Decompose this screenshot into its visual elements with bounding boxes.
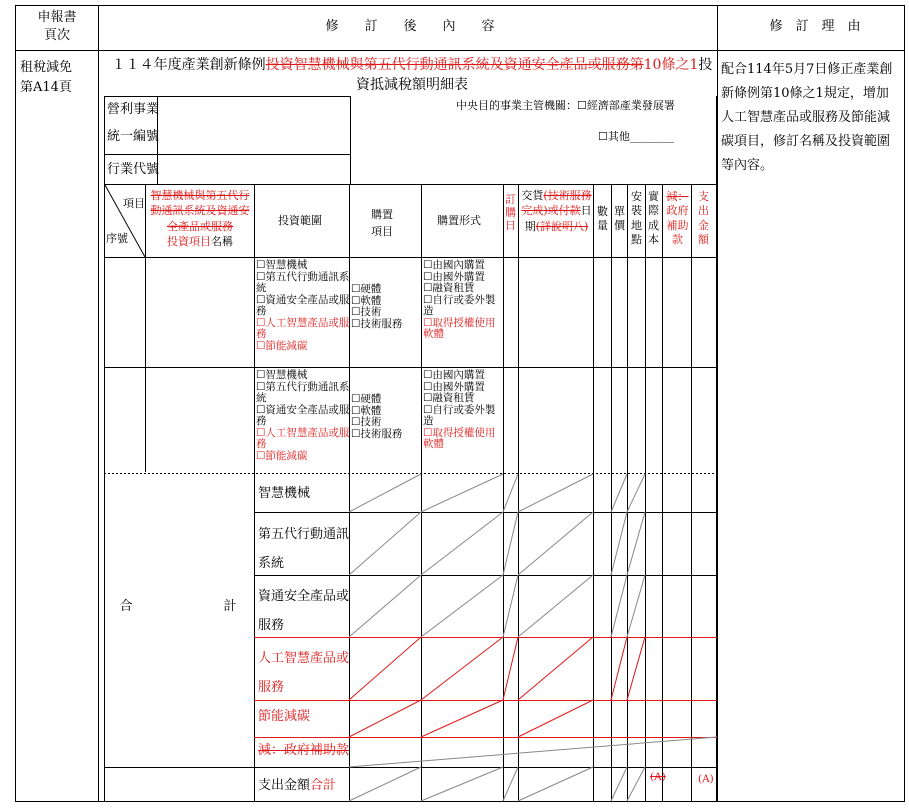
purchase-tech-service[interactable]: ☐技術服務 <box>351 317 403 330</box>
col-qty-label: 數量 <box>597 205 608 232</box>
form-licensed-software[interactable]: ☐取得授權使用軟體 <box>423 316 496 341</box>
form-lease[interactable]: ☐融資租賃 <box>423 392 475 405</box>
form-title <box>106 55 718 96</box>
col-purchase-form-label: 購置形式 <box>437 214 481 227</box>
purchase-software[interactable]: ☐軟體 <box>351 294 382 307</box>
total-row-smart-machinery: 智慧機械 <box>258 486 311 501</box>
scope-smart-machinery[interactable]: ☐智慧機械 <box>256 259 308 271</box>
scope-options-row2 <box>256 370 350 462</box>
purchase-form-options-row2 <box>423 370 503 451</box>
industry-code-label: 行業代號 <box>107 162 160 177</box>
scope-5g[interactable]: ☐第五代行動通訊系統 <box>256 380 350 405</box>
scope-5g[interactable]: ☐第五代行動通訊系統 <box>256 270 350 295</box>
col-subsidy-header <box>664 190 691 247</box>
col-scope-label: 投資範圍 <box>278 214 322 227</box>
authority-option-moea[interactable]: ☐經濟部產業發展署 <box>577 99 675 112</box>
form-self-made[interactable]: ☐自行或委外製造 <box>423 293 496 318</box>
col-delivery-header <box>520 188 593 234</box>
scope-ai[interactable]: ☐人工智慧產品或服務 <box>256 426 350 451</box>
col-serial-label: 序號 <box>106 232 128 245</box>
col-delivery-old1: (技術服務完成) <box>521 189 592 218</box>
purchase-form-options-row1 <box>423 260 503 341</box>
title-old-scope: 投資智慧機械與第五代行動通訊系統及資通安全產品或服務第 <box>265 57 644 73</box>
purchase-hardware[interactable]: ☐硬體 <box>351 393 382 405</box>
total-row-5g: 第五代行動通訊系統 <box>258 527 350 571</box>
col-subsidy-old: 減： <box>666 190 689 203</box>
form-domestic[interactable]: ☐由國內購置 <box>423 369 485 381</box>
expense-row-label <box>258 779 336 794</box>
total-row-energy: 節能減碳 <box>258 709 311 724</box>
uniform-no-label: 統一編號 <box>107 129 160 144</box>
form-licensed-software[interactable]: ☐取得授權使用軟體 <box>423 426 496 451</box>
mark-a-old: (A) <box>650 771 666 783</box>
purchase-item-options-row1 <box>351 284 421 330</box>
title-article-no: 10 <box>643 57 662 73</box>
page-reference: 租稅減免 第A14頁 <box>20 60 73 95</box>
col-item-label: 項目 <box>123 197 145 210</box>
purchase-technology[interactable]: ☐技術 <box>351 416 382 429</box>
header-content-label: 修 訂 後 內 容 <box>325 19 495 34</box>
header-page-label: 申報書 頁次 <box>37 10 77 43</box>
col-purchase-item-label: 購置 項目 <box>371 208 393 238</box>
title-article-sub: 1 <box>689 57 699 73</box>
form-self-made[interactable]: ☐自行或委外製造 <box>423 403 496 428</box>
col-delivery-old2: 或付款 <box>547 204 581 218</box>
expense-row-text: 支出金額 <box>258 778 311 793</box>
scope-infosec[interactable]: ☐資通安全產品或服務 <box>256 293 350 318</box>
amendment-reason: 配合114年5月7日修正產業創新條例第10條之1規定，增加人工智慧產品或服務及節能減碳項目，修訂名稱及投資範圍等內容。 <box>721 62 893 174</box>
scope-infosec[interactable]: ☐資通安全產品或服務 <box>256 403 350 428</box>
col-name-suffix: 名稱 <box>211 235 233 249</box>
title-suffix: 投資抵減稅額明細表 <box>356 57 713 94</box>
total-row-ai: 人工智慧產品或服務 <box>258 651 350 695</box>
purchase-technology[interactable]: ☐技術 <box>351 306 382 319</box>
form-import[interactable]: ☐由國外購置 <box>423 380 485 393</box>
col-subsidy-label: 政府補助款 <box>666 204 689 246</box>
col-actual-cost-label: 實際成本 <box>648 190 659 246</box>
col-name-header <box>147 188 253 250</box>
col-price-label: 單價 <box>614 205 625 232</box>
total-row-infosec: 資通安全產品或服務 <box>258 589 350 633</box>
scope-smart-machinery[interactable]: ☐智慧機械 <box>256 369 308 381</box>
expense-row-total: 合計 <box>310 778 337 793</box>
col-name-old: 智慧機械與第五代行動通訊系統及資通安全產品或服務 <box>150 189 250 233</box>
title-article-word: 條之 <box>661 57 690 73</box>
total-label: 合 計 <box>119 599 237 614</box>
col-delivery-date: 日期 <box>524 204 592 233</box>
subsidy-row-label: 減：政府補助款 <box>258 743 350 758</box>
header-reason-label: 修 訂 理 由 <box>769 19 861 34</box>
col-delivery-old3: (詳說明八) <box>535 219 589 233</box>
purchase-software[interactable]: ☐軟體 <box>351 404 382 417</box>
mark-a: (A) <box>698 773 714 785</box>
form-import[interactable]: ☐由國外購置 <box>423 270 485 283</box>
scope-options-row1 <box>256 260 350 352</box>
col-name-new: 投資項目 <box>167 235 211 249</box>
form-lease[interactable]: ☐融資租賃 <box>423 282 475 295</box>
col-order-date-label: 訂購日 <box>505 193 516 233</box>
purchase-tech-service[interactable]: ☐技術服務 <box>351 427 403 440</box>
col-delivery-label: 交貨 <box>521 189 544 202</box>
scope-ai[interactable]: ☐人工智慧產品或服務 <box>256 316 350 341</box>
col-location-label: 安裝地點 <box>631 190 642 246</box>
scope-energy[interactable]: ☐節能減碳 <box>256 339 308 352</box>
business-label: 營利事業 <box>107 102 160 117</box>
col-expense-label: 支出金額 <box>698 190 709 246</box>
scope-energy[interactable]: ☐節能減碳 <box>256 449 308 462</box>
purchase-item-options-row2 <box>351 394 421 440</box>
purchase-hardware[interactable]: ☐硬體 <box>351 283 382 295</box>
authority-option-other[interactable]: ☐其他________ <box>598 130 674 143</box>
authority-label: 中央目的事業主管機關：☐經濟部產業發展署 <box>456 99 675 112</box>
title-year: １１４年度產業創新條例 <box>111 57 266 73</box>
form-domestic[interactable]: ☐由國內購置 <box>423 259 485 271</box>
